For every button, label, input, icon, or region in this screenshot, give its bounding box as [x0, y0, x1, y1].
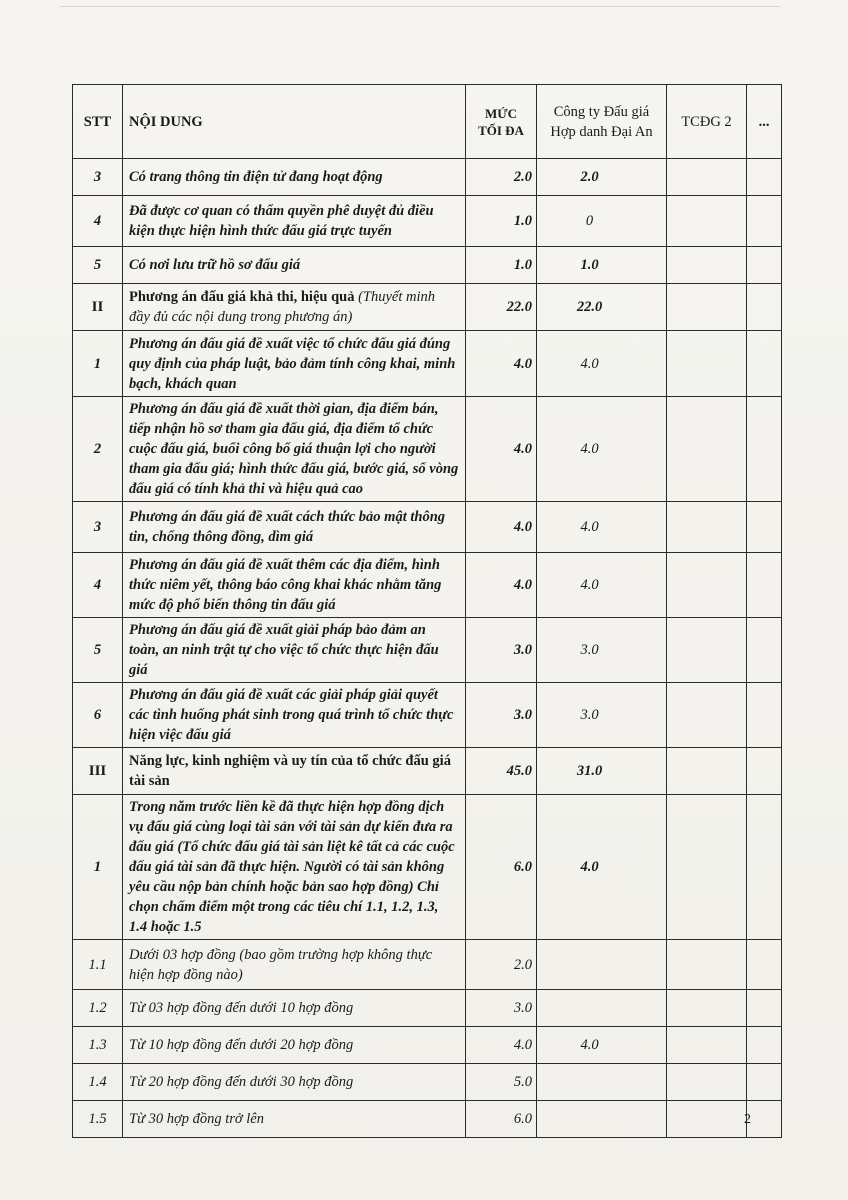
- row-more-cell: [747, 331, 782, 397]
- row-tcdg2-cell: [667, 247, 747, 284]
- row-max: 2.0: [466, 940, 537, 990]
- row-tcdg2-cell: [667, 618, 747, 683]
- row-max: 2.0: [466, 159, 537, 196]
- row-content: Phương án đấu giá đề xuất các giải pháp giải quyết các tình huống phát sinh trong quá trình tổ chức thực hiện việc đấu giá: [123, 683, 466, 748]
- row-max: 3.0: [466, 990, 537, 1027]
- page-number: 2: [744, 1112, 751, 1127]
- table-row: [73, 990, 782, 1027]
- header-company: Công ty Đấu giá Hợp danh Đại An: [537, 85, 667, 159]
- row-score: 4.0: [537, 553, 667, 618]
- row-max: 3.0: [466, 618, 537, 683]
- scan-artifact-line: [60, 6, 780, 7]
- header-more: ...: [747, 85, 782, 159]
- row-content: Phương án đấu giá đề xuất giải pháp bảo đảm an toàn, an ninh trật tự cho việc tổ chức thực hiện đấu giá: [123, 618, 466, 683]
- row-max: 3.0: [466, 683, 537, 748]
- row-more-cell: [747, 748, 782, 795]
- row-score: [537, 940, 667, 990]
- row-tcdg2-cell: [667, 196, 747, 247]
- row-content: Phương án đấu giá đề xuất việc tổ chức đấu giá đúng quy định của pháp luật, bảo đảm tính công khai, minh bạch, khách quan: [123, 331, 466, 397]
- row-content: Đã được cơ quan có thẩm quyền phê duyệt đủ điều kiện thực hiện hình thức đấu giá trực tuyến: [123, 196, 466, 247]
- scoring-table: [72, 84, 782, 1138]
- row-more-cell: [747, 683, 782, 748]
- row-score: 3.0: [537, 618, 667, 683]
- row-content: Có trang thông tin điện tử đang hoạt động: [123, 159, 466, 196]
- row-tcdg2-cell: [667, 331, 747, 397]
- row-more-cell: [747, 618, 782, 683]
- row-more-cell: [747, 795, 782, 940]
- row-score: 0: [537, 196, 667, 247]
- table-row: [73, 1027, 782, 1064]
- row-tcdg2-cell: [667, 990, 747, 1027]
- row-stt: 1.4: [73, 1064, 123, 1101]
- row-more-cell: [747, 502, 782, 553]
- row-content: Dưới 03 hợp đồng (bao gồm trường hợp không thực hiện hợp đồng nào): [123, 940, 466, 990]
- row-score: 4.0: [537, 502, 667, 553]
- row-max: 4.0: [466, 1027, 537, 1064]
- row-tcdg2-cell: [667, 553, 747, 618]
- table-row: [73, 247, 782, 284]
- row-score: 4.0: [537, 795, 667, 940]
- row-more-cell: [747, 1064, 782, 1101]
- table-row-section: [73, 748, 782, 795]
- row-tcdg2-cell: [667, 397, 747, 502]
- row-score: [537, 990, 667, 1027]
- row-more-cell: [747, 990, 782, 1027]
- row-more-cell: [747, 159, 782, 196]
- row-content: Trong năm trước liền kề đã thực hiện hợp đồng dịch vụ đấu giá cùng loại tài sản với tài sản dự kiến đưa ra đấu giá (Tổ chức đấu giá tài sản liệt kê tất cả các cuộc đấu giá tài sản đã thực hiện. Người có tài sản không yêu cầu nộp bản chính hoặc bản sao hợp đồng) Chỉ chọn chấm điểm một trong các tiêu chí 1.1, 1.2, 1.3, 1.4 hoặc 1.5: [123, 795, 466, 940]
- row-max: 4.0: [466, 502, 537, 553]
- row-stt: 1: [73, 795, 123, 940]
- table-row: [73, 940, 782, 990]
- row-stt: 3: [73, 159, 123, 196]
- row-more-cell: [747, 284, 782, 331]
- row-max: 45.0: [466, 748, 537, 795]
- table-row: [73, 331, 782, 397]
- row-stt: III: [73, 748, 123, 795]
- row-max: 4.0: [466, 553, 537, 618]
- row-score: 4.0: [537, 1027, 667, 1064]
- header-muc-toi-da: MỨC TỐI ĐA: [466, 85, 537, 159]
- row-stt: 5: [73, 618, 123, 683]
- row-tcdg2-cell: [667, 159, 747, 196]
- row-score: 22.0: [537, 284, 667, 331]
- row-content: Có nơi lưu trữ hồ sơ đấu giá: [123, 247, 466, 284]
- row-stt: II: [73, 284, 123, 331]
- row-tcdg2-cell: [667, 940, 747, 990]
- row-content: Phương án đấu giá đề xuất thời gian, địa điểm bán, tiếp nhận hồ sơ tham gia đấu giá, địa điểm tổ chức cuộc đấu giá, buổi công bố giá thuận lợi cho người tham gia đấu giá; hình thức đấu giá, bước giá, số vòng đấu giá có tính khả thi và hiệu quả cao: [123, 397, 466, 502]
- row-score: 31.0: [537, 748, 667, 795]
- row-tcdg2-cell: [667, 1064, 747, 1101]
- row-max: 4.0: [466, 397, 537, 502]
- row-content: [123, 284, 466, 331]
- row-max: 4.0: [466, 331, 537, 397]
- table-header-row: [73, 85, 782, 159]
- row-more-cell: [747, 553, 782, 618]
- table-row: [73, 795, 782, 940]
- table-row: [73, 397, 782, 502]
- row-max: 1.0: [466, 247, 537, 284]
- row-stt: 3: [73, 502, 123, 553]
- row-max: 22.0: [466, 284, 537, 331]
- table-row: [73, 683, 782, 748]
- row-content: Từ 20 hợp đồng đến dưới 30 hợp đồng: [123, 1064, 466, 1101]
- row-more-cell: [747, 1027, 782, 1064]
- table-row: [73, 196, 782, 247]
- row-stt: 1.1: [73, 940, 123, 990]
- table-row: [73, 553, 782, 618]
- row-stt: 1.2: [73, 990, 123, 1027]
- row-stt: 1.5: [73, 1101, 123, 1138]
- row-score: 2.0: [537, 159, 667, 196]
- row-stt: 5: [73, 247, 123, 284]
- table-row: [73, 1064, 782, 1101]
- row-max: 6.0: [466, 1101, 537, 1138]
- row-more-cell: [747, 1101, 782, 1138]
- row-max: 1.0: [466, 196, 537, 247]
- row-tcdg2-cell: [667, 1027, 747, 1064]
- row-tcdg2-cell: [667, 683, 747, 748]
- row-tcdg2-cell: [667, 284, 747, 331]
- table-row: [73, 159, 782, 196]
- row-max: 6.0: [466, 795, 537, 940]
- row-content: Từ 30 hợp đồng trở lên: [123, 1101, 466, 1138]
- table-row-section: [73, 284, 782, 331]
- row-more-cell: [747, 196, 782, 247]
- row-stt: 4: [73, 196, 123, 247]
- row-content: Từ 03 hợp đồng đến dưới 10 hợp đồng: [123, 990, 466, 1027]
- row-more-cell: [747, 940, 782, 990]
- row-more-cell: [747, 397, 782, 502]
- row-content: Phương án đấu giá đề xuất cách thức bảo mật thông tin, chống thông đồng, dìm giá: [123, 502, 466, 553]
- row-stt: 1.3: [73, 1027, 123, 1064]
- row-stt: 6: [73, 683, 123, 748]
- row-more-cell: [747, 247, 782, 284]
- row-stt: 1: [73, 331, 123, 397]
- row-stt: 2: [73, 397, 123, 502]
- row-content: Phương án đấu giá đề xuất thêm các địa điểm, hình thức niêm yết, thông báo công khai khác nhằm tăng mức độ phổ biến thông tin đấu giá: [123, 553, 466, 618]
- row-content: Từ 10 hợp đồng đến dưới 20 hợp đồng: [123, 1027, 466, 1064]
- header-noi-dung: NỘI DUNG: [123, 85, 466, 159]
- row-score: 4.0: [537, 397, 667, 502]
- row-score: 3.0: [537, 683, 667, 748]
- row-score: 1.0: [537, 247, 667, 284]
- row-score: [537, 1101, 667, 1138]
- table-row: [73, 618, 782, 683]
- row-tcdg2-cell: [667, 1101, 747, 1138]
- row-score: 4.0: [537, 331, 667, 397]
- row-stt: 4: [73, 553, 123, 618]
- row-content-title: Phương án đấu giá khả thi, hiệu quả: [129, 289, 355, 305]
- row-content: Năng lực, kinh nghiệm và uy tín của tổ chức đấu giá tài sản: [123, 748, 466, 795]
- row-tcdg2-cell: [667, 795, 747, 940]
- header-stt: STT: [73, 85, 123, 159]
- row-score: [537, 1064, 667, 1101]
- row-tcdg2-cell: [667, 748, 747, 795]
- row-tcdg2-cell: [667, 502, 747, 553]
- row-content-note: (Thuyết minh đầy đủ các nội dung trong phương án): [129, 289, 436, 325]
- header-tcdg2: TCĐG 2: [667, 85, 747, 159]
- row-max: 5.0: [466, 1064, 537, 1101]
- table-row: [73, 502, 782, 553]
- table-row: [73, 1101, 782, 1138]
